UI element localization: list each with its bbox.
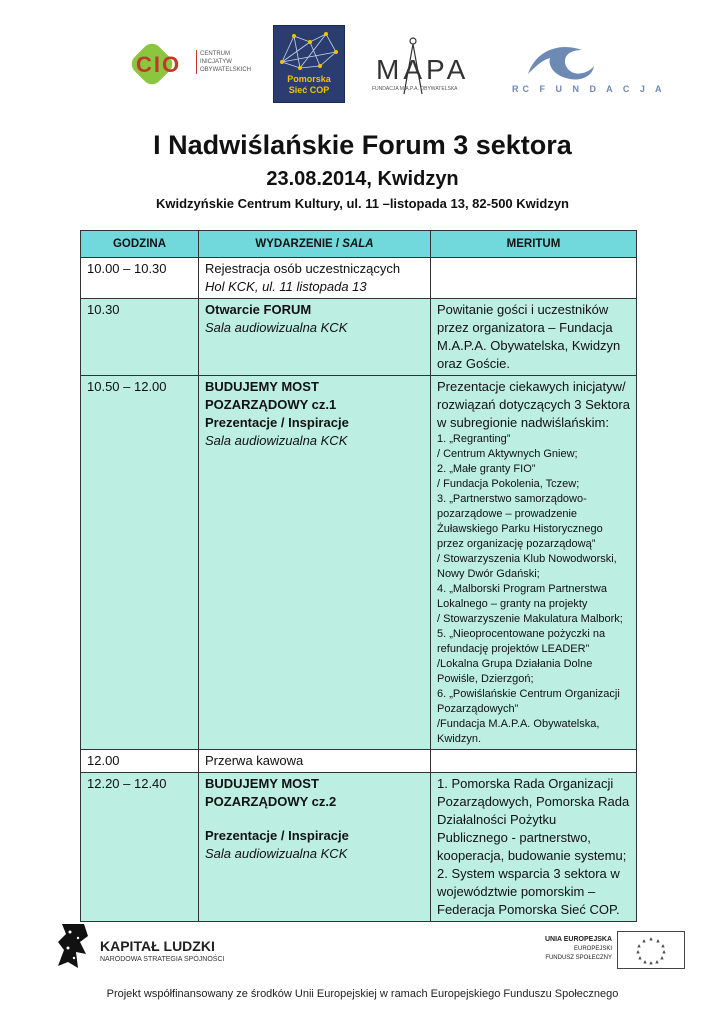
cell-event bbox=[199, 258, 431, 299]
event-address: Kwidzyńskie Centrum Kultury, ul. 11 –listopada 13, 82-500 Kwidzyn bbox=[156, 196, 569, 211]
psc-line: Pomorska bbox=[287, 74, 331, 84]
event-title: Rejestracja osób uczestniczących bbox=[205, 261, 401, 276]
table-row bbox=[81, 299, 637, 376]
cio-line: INICJATYW bbox=[200, 59, 232, 65]
cell-time: 10.30 bbox=[81, 299, 199, 376]
kapital-ludzki-logo bbox=[56, 922, 236, 974]
list-item: / Fundacja Pokolenia, Tczew; bbox=[437, 478, 580, 490]
header-wydarzenie bbox=[199, 231, 431, 258]
pomorska-siec-cop-logo bbox=[273, 25, 345, 103]
cell-event: Przerwa kawowa bbox=[199, 750, 431, 773]
wave-icon bbox=[526, 44, 596, 80]
list-item: /Lokalna Grupa Działania Dolne Powiśle, Dzierzgoń; bbox=[437, 658, 593, 685]
header-godzina: GODZINA bbox=[81, 231, 199, 258]
event-title: BUDUJEMY MOST POZARZĄDOWY cz.1 bbox=[205, 379, 337, 412]
list-item: 3. „Partnerstwo samorządowo-pozarządowe – prowadzenie Żuławskiego Parku Historycznego przez organizację pozarządową” bbox=[437, 493, 603, 550]
list-item: 2. „Małe granty FIO” bbox=[437, 463, 536, 475]
table-header-row bbox=[81, 231, 637, 258]
cell-time: 12.20 – 12.40 bbox=[81, 773, 199, 922]
cell-meritum bbox=[431, 773, 637, 922]
meritum-item: 1. Pomorska Rada Organizacji Pozarządowych, Pomorska Rada Działalności Pożytku Publicznego - partnerstwo, kooperacja, budowanie systemu; bbox=[437, 776, 630, 863]
cell-time: 10.00 – 10.30 bbox=[81, 258, 199, 299]
list-item: / Centrum Aktywnych Gniew; bbox=[437, 448, 578, 460]
eu-line: FUNDUSZ SPOŁECZNY bbox=[545, 955, 612, 961]
cell-time: 10.50 – 12.00 bbox=[81, 376, 199, 750]
event-title: BUDUJEMY MOST POZARZĄDOWY cz.2 bbox=[205, 776, 337, 809]
event-title: Otwarcie FORUM bbox=[205, 302, 312, 317]
eu-text bbox=[530, 935, 612, 963]
cell-event bbox=[199, 376, 431, 750]
cell-event bbox=[199, 773, 431, 922]
header-wydarzenie-text: WYDARZENIE / bbox=[255, 238, 343, 250]
list-item: 1. „Regranting” bbox=[437, 433, 511, 445]
event-subtitle: Prezentacje / Inspiracje bbox=[205, 415, 349, 430]
mapa-logo bbox=[372, 36, 470, 102]
eu-line: EUROPEJSKI bbox=[573, 946, 612, 952]
cell-event bbox=[199, 299, 431, 376]
header-meritum: MERITUM bbox=[431, 231, 637, 258]
page-title: I Nadwiślańskie Forum 3 sektora bbox=[153, 130, 572, 160]
psc-line: Sieć COP bbox=[288, 85, 330, 95]
kl-subtitle: NARODOWA STRATEGIA SPÓJNOŚCI bbox=[100, 956, 225, 963]
list-item: / Stowarzyszenia Klub Nowodworski, Nowy Dwór Gdański; bbox=[437, 553, 617, 580]
footer-note: Projekt współfinansowany ze środków Unii Europejskiej w ramach Europejskiego Funduszu Społecznego bbox=[106, 988, 619, 1000]
list-item: 5. „Nieoprocentowane pożyczki na refundację projektów LEADER” bbox=[437, 628, 606, 655]
mapa-word: MAPA bbox=[376, 54, 470, 85]
network-grid-icon bbox=[280, 32, 338, 70]
cio-text bbox=[196, 50, 251, 74]
event-subtitle: Prezentacje / Inspiracje bbox=[205, 828, 349, 843]
kapital-ludzki-icon bbox=[56, 922, 90, 970]
rc-fundacja-logo bbox=[512, 44, 666, 100]
cell-meritum: Powitanie gości i uczestników przez organizatora – Fundacja M.A.P.A. Obywatelska, Kwidzyn oraz Goście. bbox=[431, 299, 637, 376]
cell-meritum bbox=[431, 750, 637, 773]
cio-line: OBYWATELSKICH bbox=[200, 67, 252, 73]
cio-logo bbox=[128, 40, 252, 90]
eu-flag-icon bbox=[617, 931, 685, 969]
list-item: 4. „Malborski Program Partnerstwa Lokalnego – granty na projekty bbox=[437, 583, 607, 610]
cio-letters: CIO bbox=[136, 52, 182, 77]
table-row bbox=[81, 258, 637, 299]
cell-meritum bbox=[431, 376, 637, 750]
logo-bar bbox=[0, 22, 725, 107]
kl-title: KAPITAŁ LUDZKI bbox=[100, 938, 215, 954]
header-sala: SALA bbox=[342, 238, 374, 250]
list-item: /Fundacja M.A.P.A. Obywatelska, Kwidzyn. bbox=[437, 718, 600, 745]
table-row bbox=[81, 750, 637, 773]
psc-text bbox=[274, 74, 344, 96]
cell-meritum bbox=[431, 258, 637, 299]
list-item: / Stowarzyszenie Makulatura Malbork; bbox=[437, 613, 623, 625]
mapa-subtitle: FUNDACJA M.A.P.A. OBYWATELSKA bbox=[372, 86, 458, 92]
cell-time: 12.00 bbox=[81, 750, 199, 773]
event-place: Sala audiowizualna KCK bbox=[205, 320, 348, 335]
table-row bbox=[81, 376, 637, 750]
event-place: Hol KCK, ul. 11 listopada 13 bbox=[205, 279, 367, 294]
list-item: 6. „Powiślańskie Centrum Organizacji Pozarządowych” bbox=[437, 688, 620, 715]
cio-line: CENTRUM bbox=[200, 51, 230, 57]
meritum-intro: Prezentacje ciekawych inicjatyw/ rozwiązań dotyczących 3 Sektora w subregionie nadwiślańskim: bbox=[437, 379, 630, 430]
rc-text: RC F U N D A C J A bbox=[512, 84, 666, 94]
event-date: 23.08.2014, Kwidzyn bbox=[266, 168, 459, 190]
meritum-item: 2. System wsparcia 3 sektora w województwie pomorskim – Federacja Pomorska Sieć COP. bbox=[437, 866, 620, 917]
event-place: Sala audiowizualna KCK bbox=[205, 846, 348, 861]
eu-line: UNIA EUROPEJSKA bbox=[544, 936, 612, 943]
spacer bbox=[205, 811, 424, 827]
event-place: Sala audiowizualna KCK bbox=[205, 433, 348, 448]
schedule-table bbox=[80, 230, 637, 922]
table-row bbox=[81, 773, 637, 922]
